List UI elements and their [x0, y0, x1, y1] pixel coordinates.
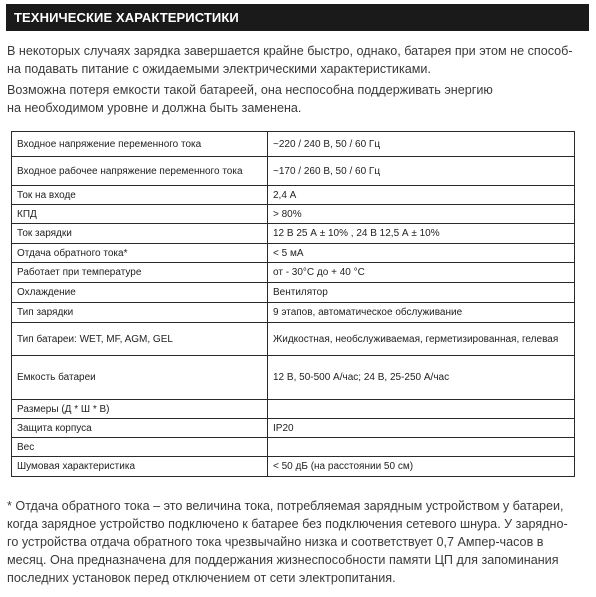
spec-value: 9 этапов, автоматическое обслуживание: [268, 303, 575, 323]
spec-label: Входное напряжение переменного тока: [12, 132, 268, 157]
spec-value: ~170 / 260 В, 50 / 60 Гц: [268, 157, 575, 186]
table-row: [12, 205, 575, 224]
table-row: [12, 186, 575, 205]
table-row: [12, 157, 575, 186]
spec-label: Вес: [12, 438, 268, 457]
spec-value: 12 В 25 А ± 10% , 24 В 12,5 А ± 10%: [268, 224, 575, 244]
text-line: последних установок перед отключением от сети электропитания.: [7, 571, 396, 585]
text-line: месяц. Она предназначена для поддержания жизнеспособности памяти ЦП для запоминания: [7, 553, 559, 567]
spec-label: Ток зарядки: [12, 224, 268, 244]
text-line: го устройства отдача обратного тока чрезвычайно низка и соответствует 0,7 Ампер-часов в: [7, 535, 544, 549]
spec-value: < 5 мА: [268, 244, 575, 263]
table-row: [12, 419, 575, 438]
spec-value: < 50 дБ (на расстоянии 50 см): [268, 457, 575, 477]
spec-label: Шумовая характеристика: [12, 457, 268, 477]
spec-value: Вентилятор: [268, 283, 575, 303]
table-row: [12, 323, 575, 356]
spec-value: Жидкостная, необслуживаемая, герметизированная, гелевая: [268, 323, 575, 356]
spec-label: Тип зарядки: [12, 303, 268, 323]
intro-paragraph-1: [7, 42, 591, 78]
table-row: [12, 438, 575, 457]
table-row: [12, 457, 575, 477]
text-line: * Отдача обратного тока – это величина тока, потребляемая зарядным устройством у батареи,: [7, 499, 564, 513]
spec-label: КПД: [12, 205, 268, 224]
spec-label: Охлаждение: [12, 283, 268, 303]
spec-label: Тип батареи: WET, MF, AGM, GEL: [12, 323, 268, 356]
table-row: [12, 244, 575, 263]
spec-label: Защита корпуса: [12, 419, 268, 438]
spec-label: Работает при температуре: [12, 263, 268, 283]
spec-label: Ток на входе: [12, 186, 268, 205]
spec-label: Входное рабочее напряжение переменного тока: [12, 157, 268, 186]
spec-value: ~220 / 240 В, 50 / 60 Гц: [268, 132, 575, 157]
text-line: на подавать питание с ожидаемыми электрическими характеристиками.: [7, 62, 431, 76]
table-row: [12, 303, 575, 323]
spec-label: Емкость батареи: [12, 356, 268, 400]
table-row: [12, 283, 575, 303]
text-line: Возможна потеря емкости такой батареей, она неспособна поддерживать энергию: [7, 83, 493, 97]
table-row: [12, 400, 575, 419]
intro-paragraph-2: [7, 81, 591, 117]
specifications-table: [11, 131, 575, 477]
spec-value: [268, 400, 575, 419]
table-row: [12, 356, 575, 400]
spec-value: 12 В, 50-500 А/час; 24 В, 25-250 А/час: [268, 356, 575, 400]
spec-label: Отдача обратного тока*: [12, 244, 268, 263]
spec-value: 2,4 А: [268, 186, 575, 205]
spec-value: [268, 438, 575, 457]
section-title: ТЕХНИЧЕСКИЕ ХАРАКТЕРИСТИКИ: [6, 4, 589, 31]
text-line: В некоторых случаях зарядка завершается крайне быстро, однако, батарея при этом не способ-: [7, 44, 573, 58]
spec-value: от - 30°С до + 40 °С: [268, 263, 575, 283]
table-row: [12, 132, 575, 157]
table-row: [12, 224, 575, 244]
text-line: на необходимом уровне и должна быть заменена.: [7, 101, 302, 115]
footnote: [7, 497, 592, 587]
text-line: когда зарядное устройство подключено к батарее без подключения сетевого шнура. У зарядно-: [7, 517, 568, 531]
table-row: [12, 263, 575, 283]
spec-label: Размеры (Д * Ш * В): [12, 400, 268, 419]
spec-value: > 80%: [268, 205, 575, 224]
spec-value: IP20: [268, 419, 575, 438]
